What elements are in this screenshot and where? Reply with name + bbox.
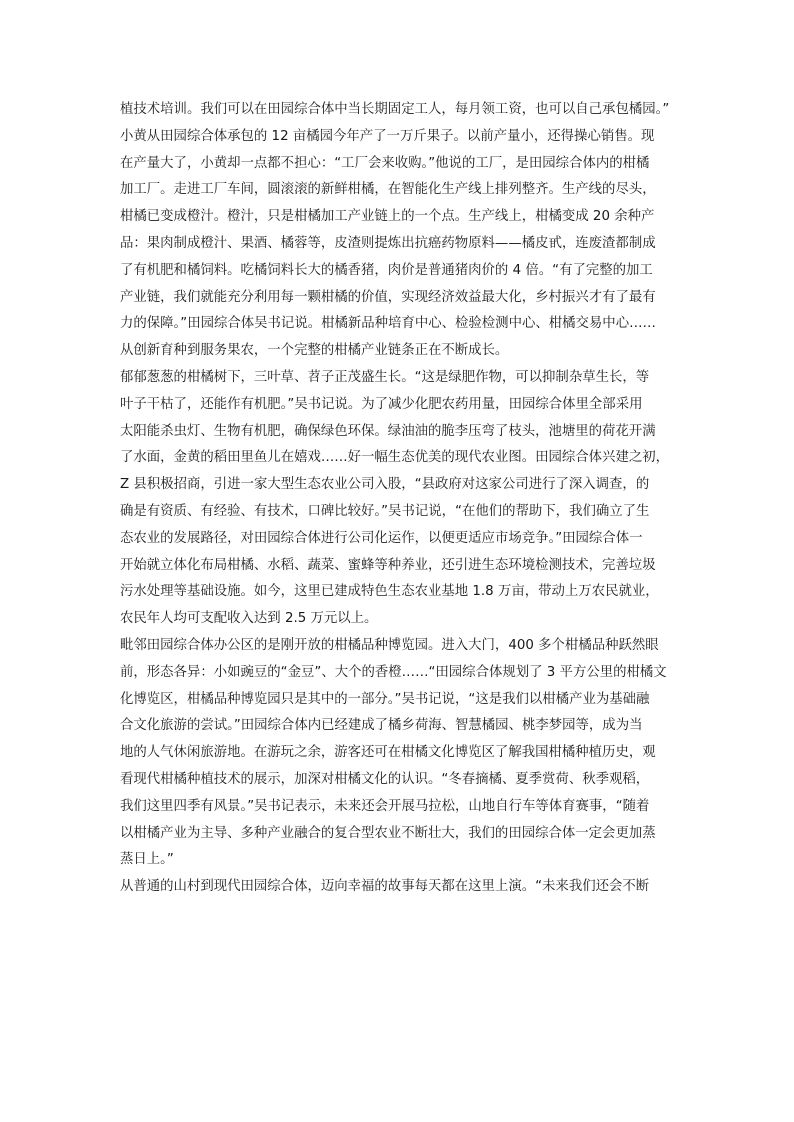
text-line: 蒸日上。”	[120, 852, 174, 868]
text-line: 从普通的山村到现代田园综合体，迈向幸福的故事每天都在这里上演。“未来我们还会不断	[120, 879, 650, 895]
text-line: 郁郁葱葱的柑橘树下，三叶草、苕子正茂盛生长。“这是绿肥作物，可以抑制杂草生长，等	[120, 369, 650, 385]
text-line: 小黄从田园综合体承包的 12 亩橘园今年产了一万斤果子。以前产量小，还得操心销售。现	[120, 128, 655, 144]
text-line: 加工厂。走进工厂车间，圆滚滚的新鲜柑橘，在智能化生产线上排列整齐。生产线的尽头，	[120, 182, 656, 198]
text-line: 合文化旅游的尝试。”田园综合体内已经建成了橘乡荷海、智慧橘园、桃李梦园等，成为当	[120, 718, 643, 734]
text-line: 地的人气休闲旅游地。在游玩之余，游客还可在柑橘文化博览区了解我国柑橘种植历史，观	[120, 745, 656, 761]
text-line: 植技术培训。我们可以在田园综合体中当长期固定工人，每月领工资，也可以自己承包橘园。”	[120, 102, 670, 117]
text-line: 柑橘已变成橙汁。橙汁，只是柑橘加工产业链上的一个点。生产线上，柑橘变成 20 余种产	[120, 209, 655, 225]
text-line: 了水面，金黄的稻田里鱼儿在嬉戏……好一幅生态优美的现代农业图。田园综合体兴建之初，	[120, 450, 670, 466]
text-line: 力的保障。”田园综合体吴书记说。柑橘新品种培育中心、检验检测中心、柑橘交易中心……	[120, 316, 656, 332]
text-line: 开始就立体化布局柑橘、水稻、蔬菜、蜜蜂等种养业，还引进生态环境检测技术，完善垃圾	[120, 557, 656, 573]
text-line: 叶子干枯了，还能作有机肥。”吴书记说。为了减少化肥农药用量，田园综合体里全部采用	[120, 396, 643, 412]
text-line: 从创新育种到服务果农，一个完整的柑橘产业链条正在不断成长。	[120, 343, 509, 359]
text-line: 污水处理等基础设施。如今，这里已建成特色生态农业基地 1.8 万亩，带动上万农民就业，	[120, 584, 659, 600]
text-line: Z 县积极招商，引进一家大型生态农业公司入股，“县政府对这家公司进行了深入调查，的	[120, 477, 650, 493]
text-line: 太阳能杀虫灯、生物有机肥，确保绿色环保。绿油油的脆李压弯了枝头，池塘里的荷花开满	[120, 423, 656, 439]
article-body	[120, 97, 694, 901]
text-line: 我们这里四季有风景。”吴书记表示，未来还会开展马拉松，山地自行车等体育赛事，“随着	[120, 798, 650, 814]
text-line: 以柑橘产业为主导、多种产业融合的复合型农业不断壮大，我们的田园综合体一定会更加蒸	[120, 825, 656, 841]
text-line: 化博览区，柑橘品种博览园只是其中的一部分。”吴书记说，“这是我们以柑橘产业为基础融	[120, 691, 650, 707]
text-line: 产业链，我们就能充分利用每一颗柑橘的价值，实现经济效益最大化，乡村振兴才有了最有	[120, 289, 656, 305]
text-line: 态农业的发展路径，对田园综合体进行公司化运作，以便更适应市场竞争。”田园综合体一	[120, 530, 643, 546]
text-line: 品：果肉制成橙汁、果酒、橘蓉等，皮渣则提炼出抗癌药物原料——橘皮甙，连废渣都制成	[120, 235, 656, 251]
text-line: 在产量大了，小黄却一点都不担心：“工厂会来收购。”他说的工厂，是田园综合体内的柑橘	[120, 155, 650, 171]
text-line: 了有机肥和橘饲料。吃橘饲料长大的橘香猪，肉价是普通猪肉价的 4 倍。“有了完整的加工	[120, 262, 653, 278]
text-line: 前，形态各异：小如豌豆的“金豆”、大个的香橙……“田园综合体规划了 3 平方公里的柑橘文	[120, 664, 667, 680]
text-line: 确是有资质、有经验、有技术，口碑比较好。”吴书记说，“在他们的帮助下，我们确立了生	[120, 503, 650, 519]
text-line: 看现代柑橘种植技术的展示，加深对柑橘文化的认识。“冬春摘橘、夏季赏荷、秋季观稻，	[120, 771, 650, 787]
text-line: 农民年人均可支配收入达到 2.5 万元以上。	[120, 611, 378, 627]
text-line: 毗邻田园综合体办公区的是刚开放的柑橘品种博览园。进入大门，400 多个柑橘品种跃然眼	[120, 637, 659, 653]
